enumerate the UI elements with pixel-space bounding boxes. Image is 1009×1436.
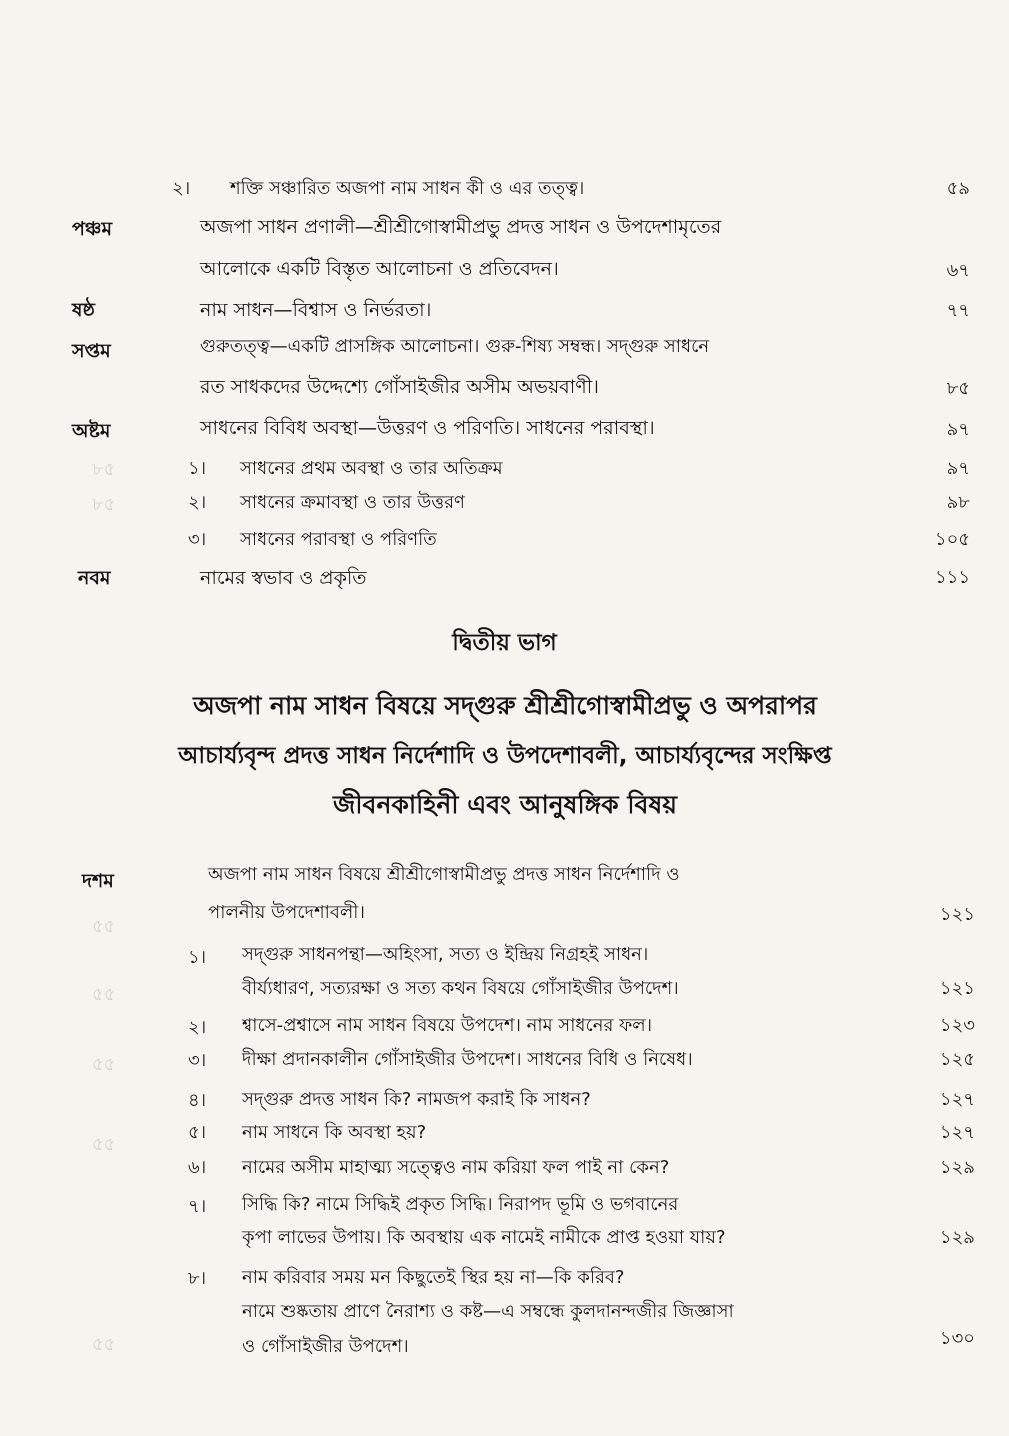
bleed-through-mark: ৮৫: [92, 459, 116, 480]
chapter-label: পঞ্চম: [72, 218, 113, 240]
item-number: ৩।: [188, 529, 207, 550]
page-number: ১২১: [939, 978, 975, 999]
page-number: ৮৫: [946, 378, 970, 399]
item-number: ৫।: [188, 1122, 207, 1143]
toc-entry: রত সাধকদের উদ্দেশ্যে গোঁসাইজীর অসীম অভয়বাণী।: [200, 376, 599, 398]
toc-entry: ও গোঁসাইজীর উপদেশ।: [242, 1336, 409, 1357]
page-number: ১২৭: [939, 1089, 975, 1110]
toc-entry: দীক্ষা প্রদানকালীন গোঁসাইজীর উপদেশ। সাধনের বিধি ও নিষেধ।: [242, 1049, 693, 1070]
page-number: ১২৯: [939, 1157, 975, 1178]
page-number: ১২৩: [939, 1015, 975, 1036]
toc-entry: বীর্য্যধারণ, সত্যরক্ষা ও সত্য কথন বিষয়ে গোঁসাইজীর উপদেশ।: [242, 978, 679, 999]
page-number: ১৩০: [939, 1328, 975, 1349]
item-number: ৮।: [188, 1268, 207, 1289]
toc-entry: পালনীয় উপদেশাবলী।: [208, 902, 365, 923]
item-number: ৩।: [188, 1050, 207, 1071]
item-number: ২।: [172, 178, 191, 199]
toc-entry: সদ্গুরু সাধনপন্থা—অহিংসা, সত্য ও ইন্দ্রিয় নিগ্রহই সাধন।: [242, 944, 649, 965]
page-number: ৫৯: [946, 178, 970, 199]
item-number: ৪।: [188, 1090, 207, 1111]
page-number: ১১১: [934, 567, 970, 588]
item-number: ১।: [188, 458, 207, 479]
page-number: ৯৮: [946, 492, 970, 513]
page-number: ১২১: [939, 904, 975, 925]
toc-entry: নাম সাধন—বিশ্বাস ও নির্ভরতা।: [200, 299, 432, 321]
page-number: ১২৭: [939, 1122, 975, 1143]
item-number: ৭।: [188, 1196, 207, 1217]
toc-entry: অজপা নাম সাধন বিষয়ে শ্রীশ্রীগোস্বামীপ্রভু প্রদত্ত সাধন নির্দেশাদি ও: [208, 864, 680, 885]
page-number: ৬৭: [946, 260, 970, 281]
toc-entry: নাম সাধনে কি অবস্থা হয়?: [242, 1122, 427, 1143]
page-number: ৭৭: [946, 300, 970, 321]
toc-entry: কৃপা লাভের উপায়। কি অবস্থায় এক নামেই নামীকে প্রাপ্ত হওয়া যায়?: [242, 1227, 726, 1248]
part-subtitle-line: আচার্য্যবৃন্দ প্রদত্ত সাধন নির্দেশাদি ও উপদেশাবলী, আচার্য্যবৃন্দের সংক্ষিপ্ত: [178, 743, 832, 769]
toc-entry: অজপা সাধন প্রণালী—শ্রীশ্রীগোস্বামীপ্রভু প্রদত্ত সাধন ও উপদেশামৃতের: [200, 216, 722, 238]
toc-entry: শক্তি সঞ্চারিত অজপা নাম সাধন কী ও এর তত্ত্ব।: [230, 178, 585, 199]
item-number: ১।: [188, 947, 207, 968]
toc-entry: গুরুতত্ত্ব—একটি প্রাসঙ্গিক আলোচনা। গুরু-শিষ্য সম্বন্ধ। সদ্গুরু সাধনে: [200, 336, 710, 357]
page-number: ৯৭: [946, 419, 970, 440]
bleed-through-mark: ৫৫: [92, 1054, 116, 1075]
part-subtitle-line: জীবনকাহিনী এবং আনুষঙ্গিক বিষয়: [333, 790, 677, 819]
page-number: ১২৯: [939, 1227, 975, 1248]
bleed-through-mark: ৫৫: [92, 1334, 116, 1355]
item-number: ৬।: [188, 1157, 207, 1178]
item-number: ২।: [188, 492, 207, 513]
toc-entry: নামে শুষ্কতায় প্রাণে নৈরাশ্য ও কষ্ট—এ সম্বন্ধে কুলদানন্দজীর জিজ্ঞাসা: [242, 1301, 734, 1322]
toc-entry: সাধনের পরাবস্থা ও পরিণতি: [240, 529, 437, 550]
toc-entry: সদ্গুরু প্রদত্ত সাধন কি? নামজপ করাই কি সাধন?: [242, 1089, 591, 1110]
chapter-label: দশম: [82, 870, 114, 892]
toc-entry: সিদ্ধি কি? নামে সিদ্ধিই প্রকৃত সিদ্ধি। নিরাপদ ভূমি ও ভগবানের: [242, 1194, 679, 1215]
bleed-through-mark: ৫৫: [92, 1134, 116, 1155]
toc-entry: সাধনের ক্রমাবস্থা ও তার উত্তরণ: [240, 492, 465, 513]
toc-entry: নামের স্বভাব ও প্রকৃতি: [200, 567, 367, 589]
toc-entry: সাধনের প্রথম অবস্থা ও তার অতিক্রম: [240, 458, 503, 479]
page-number: ৯৭: [946, 458, 970, 479]
toc-entry: আলোকে একটি বিস্তৃত আলোচনা ও প্রতিবেদন।: [200, 258, 559, 280]
toc-entry: নামের অসীম মাহাত্ম্য সত্ত্বেও নাম করিয়া ফল পাই না কেন?: [242, 1157, 670, 1178]
page-number: ১০৫: [934, 529, 970, 550]
toc-entry: নাম করিবার সময় মন কিছুতেই স্থির হয় না—কি করিব?: [242, 1267, 625, 1288]
item-number: ২।: [188, 1017, 207, 1038]
toc-entry: সাধনের বিবিধ অবস্থা—উত্তরণ ও পরিণতি। সাধনের পরাবস্থা।: [200, 417, 655, 439]
chapter-label: ষষ্ঠ: [72, 299, 95, 321]
bleed-through-mark: ৫৫: [92, 984, 116, 1005]
chapter-label: অষ্টম: [72, 420, 111, 442]
part-title: দ্বিতীয় ভাগ: [452, 630, 557, 656]
page-number: ১২৫: [939, 1049, 975, 1070]
bleed-through-mark: ৮৫: [92, 494, 116, 515]
bleed-through-mark: ৫৫: [92, 916, 116, 937]
part-subtitle-line: অজপা নাম সাধন বিষয়ে সদ্গুরু শ্রীশ্রীগোস্বামীপ্রভু ও অপরাপর: [193, 691, 817, 720]
toc-entry: শ্বাসে-প্রশ্বাসে নাম সাধন বিষয়ে উপদেশ। নাম সাধনের ফল।: [242, 1015, 653, 1036]
chapter-label: সপ্তম: [72, 340, 111, 362]
chapter-label: নবম: [78, 567, 111, 589]
